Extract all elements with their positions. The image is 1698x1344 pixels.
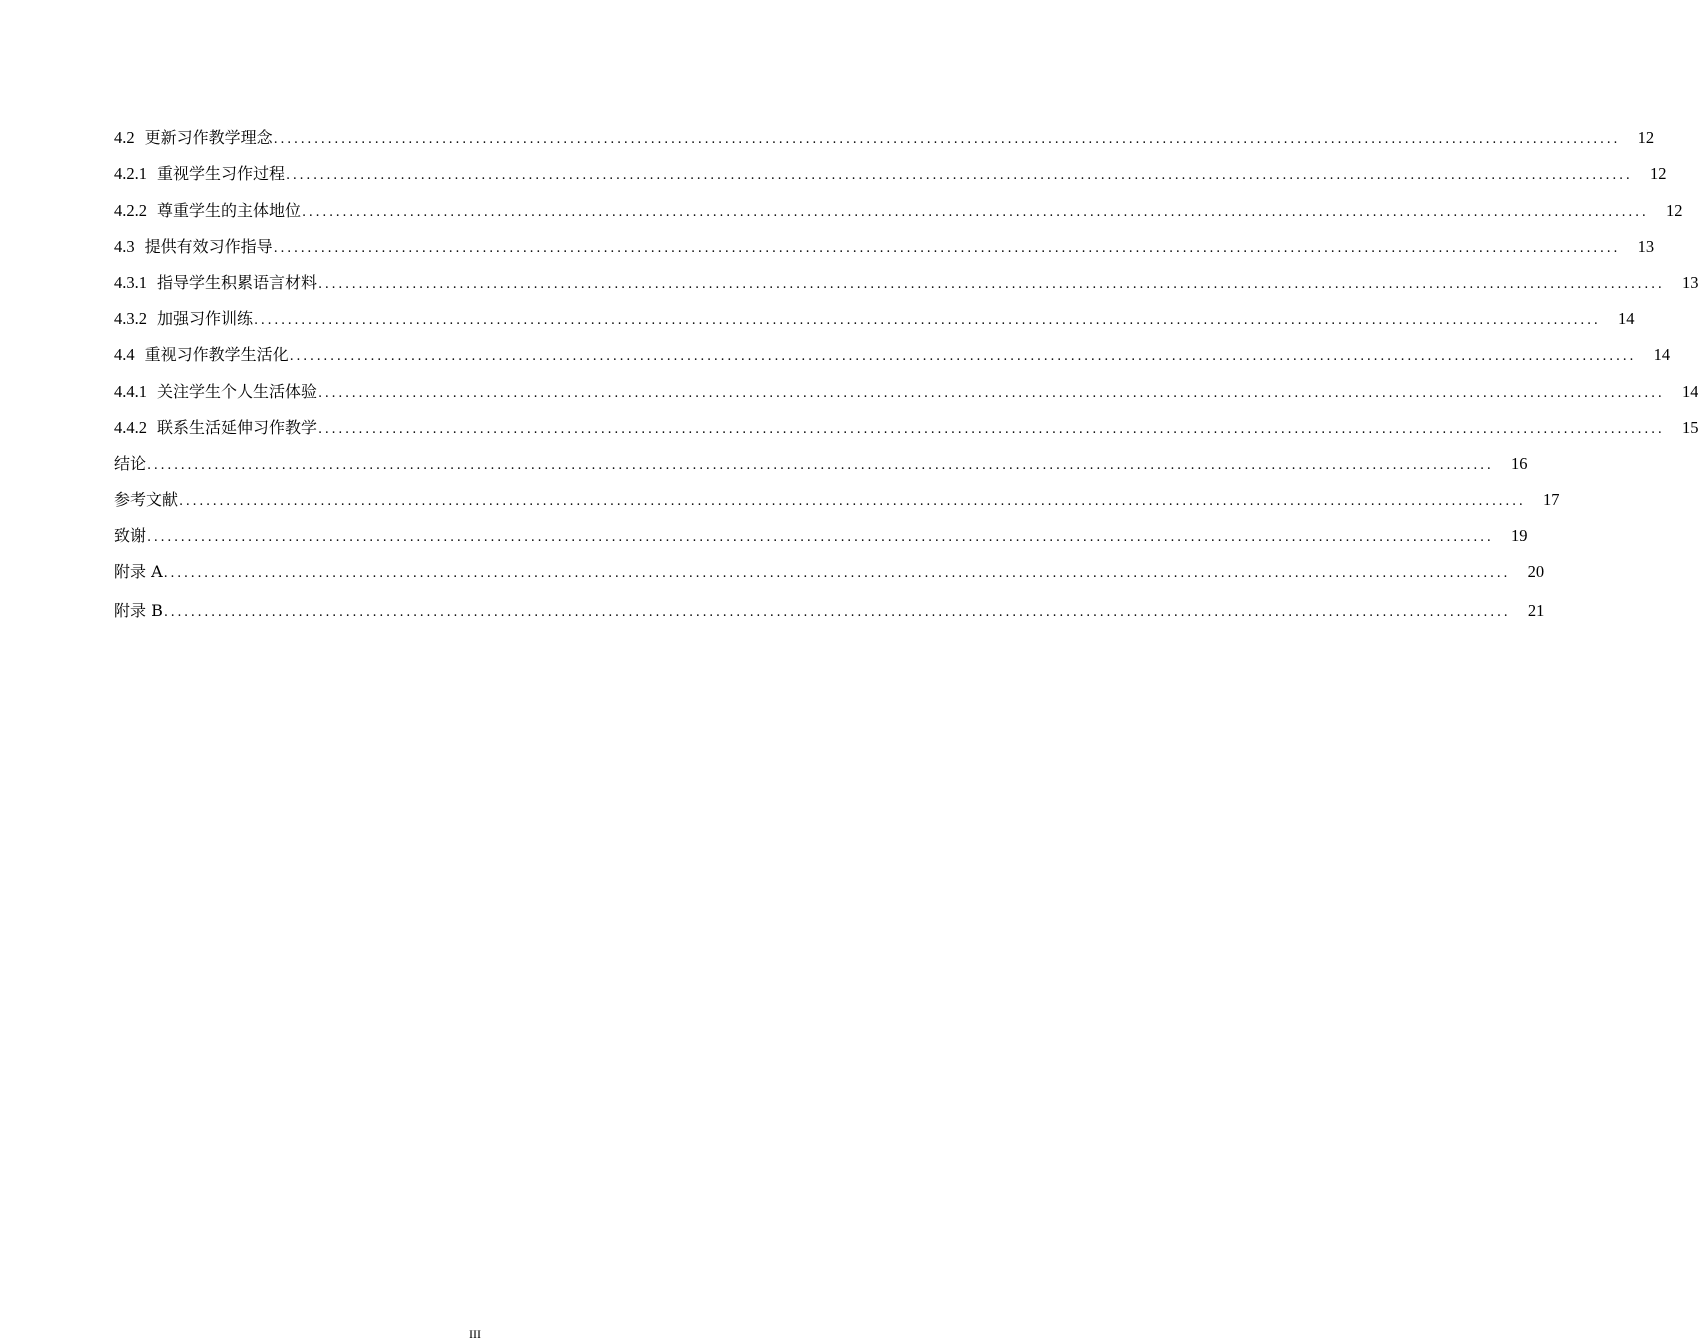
toc-page-number: 15 (1681, 417, 1698, 437)
toc-dot-leader: ........................................................................................................................................................................................................ (254, 313, 1601, 329)
toc-section-number: 4.2.1 (114, 164, 147, 184)
toc-page-number: 14 (1653, 345, 1671, 365)
toc-page-number: 13 (1681, 272, 1698, 292)
footer-page-number: III (469, 1327, 481, 1341)
toc-dot-leader: ........................................................................................................................................................................................................ (302, 204, 1649, 220)
toc-entry[interactable] (114, 478, 1560, 514)
toc-label (114, 414, 317, 442)
toc-section-title: 指导学生积累语言材料 (157, 272, 318, 292)
toc-page-number: 17 (1542, 490, 1560, 510)
toc-label (114, 197, 301, 225)
toc-section-title: 联系生活延伸习作教学 (157, 417, 318, 437)
toc-dot-leader: ........................................................................................................................................................................................................ (289, 349, 1637, 365)
toc-dot-leader: ........................................................................................................................................................................................................ (318, 421, 1665, 437)
toc-section-title: 附录 B (114, 600, 163, 620)
toc-section-title: 提供有效习作指导 (144, 236, 273, 256)
toc-dot-leader: ........................................................................................................................................................................................................ (163, 604, 1511, 620)
toc-page-number: 20 (1527, 562, 1545, 582)
toc-section-number: 4.4 (114, 345, 135, 365)
toc-entry[interactable] (114, 152, 1667, 188)
toc-entry[interactable] (114, 188, 1683, 224)
toc-page-number: 14 (1617, 309, 1635, 329)
toc-label (114, 233, 273, 261)
toc-section-number: 4.3 (114, 236, 135, 256)
page-footer (0, 1327, 950, 1342)
toc-section-title: 参考文献 (114, 490, 179, 510)
toc-page-number: 12 (1665, 200, 1683, 220)
toc-section-title: 加强习作训练 (157, 309, 254, 329)
toc-section-title: 更新习作教学理念 (144, 128, 273, 148)
toc-label (114, 305, 253, 333)
toc-section-number: 4.3.1 (114, 272, 147, 292)
toc-label (114, 378, 317, 406)
toc-label (114, 341, 289, 369)
toc-section-number: 4.3.2 (114, 309, 147, 329)
toc-dot-leader: ........................................................................................................................................................................................................ (286, 168, 1633, 184)
toc-entry[interactable] (114, 297, 1635, 333)
toc-entry[interactable] (114, 369, 1698, 405)
toc-section-number: 4.4.2 (114, 417, 147, 437)
toc-page-number: 12 (1637, 128, 1655, 148)
toc-section-title: 重视习作教学生活化 (144, 345, 289, 365)
toc-section-title: 致谢 (114, 526, 147, 546)
toc-entry[interactable] (114, 588, 1545, 624)
toc-section-title: 关注学生个人生活体验 (157, 381, 318, 401)
toc-dot-leader: ........................................................................................................................................................................................................ (179, 494, 1526, 510)
table-of-contents (114, 116, 1698, 625)
toc-page-number: 19 (1510, 526, 1528, 546)
toc-entry[interactable] (114, 442, 1528, 478)
toc-dot-leader: ........................................................................................................................................................................................................ (273, 240, 1621, 256)
toc-page-number: 16 (1510, 453, 1528, 473)
toc-label (114, 522, 146, 550)
toc-section-number: 4.2 (114, 128, 135, 148)
toc-entry[interactable] (114, 406, 1698, 442)
toc-dot-leader: ........................................................................................................................................................................................................ (147, 530, 1494, 546)
toc-label (114, 597, 163, 625)
toc-label (114, 558, 163, 586)
toc-page-number: 14 (1681, 381, 1698, 401)
toc-entry[interactable] (114, 225, 1655, 261)
toc-label (114, 450, 146, 478)
toc-section-title: 附录 A (114, 562, 163, 582)
toc-section-title: 尊重学生的主体地位 (157, 200, 302, 220)
toc-entry[interactable] (114, 116, 1655, 152)
toc-dot-leader: ........................................................................................................................................................................................................ (147, 457, 1494, 473)
toc-section-title: 结论 (114, 453, 147, 473)
toc-dot-leader: ........................................................................................................................................................................................................ (318, 276, 1665, 292)
toc-entry[interactable] (114, 333, 1671, 369)
toc-page-number: 12 (1649, 164, 1667, 184)
toc-label (114, 124, 273, 152)
toc-entry[interactable] (114, 550, 1545, 586)
toc-section-number: 4.4.1 (114, 381, 147, 401)
toc-page-number: 21 (1527, 600, 1545, 620)
toc-section-number: 4.2.2 (114, 200, 147, 220)
toc-label (114, 269, 317, 297)
toc-section-title: 重视学生习作过程 (157, 164, 286, 184)
toc-entry[interactable] (114, 261, 1698, 297)
toc-dot-leader: ........................................................................................................................................................................................................ (318, 385, 1665, 401)
toc-entry[interactable] (114, 514, 1528, 550)
toc-dot-leader: ........................................................................................................................................................................................................ (163, 566, 1511, 582)
toc-dot-leader: ........................................................................................................................................................................................................ (273, 132, 1621, 148)
toc-page-number: 13 (1637, 236, 1655, 256)
toc-label (114, 160, 285, 188)
toc-label (114, 486, 178, 514)
